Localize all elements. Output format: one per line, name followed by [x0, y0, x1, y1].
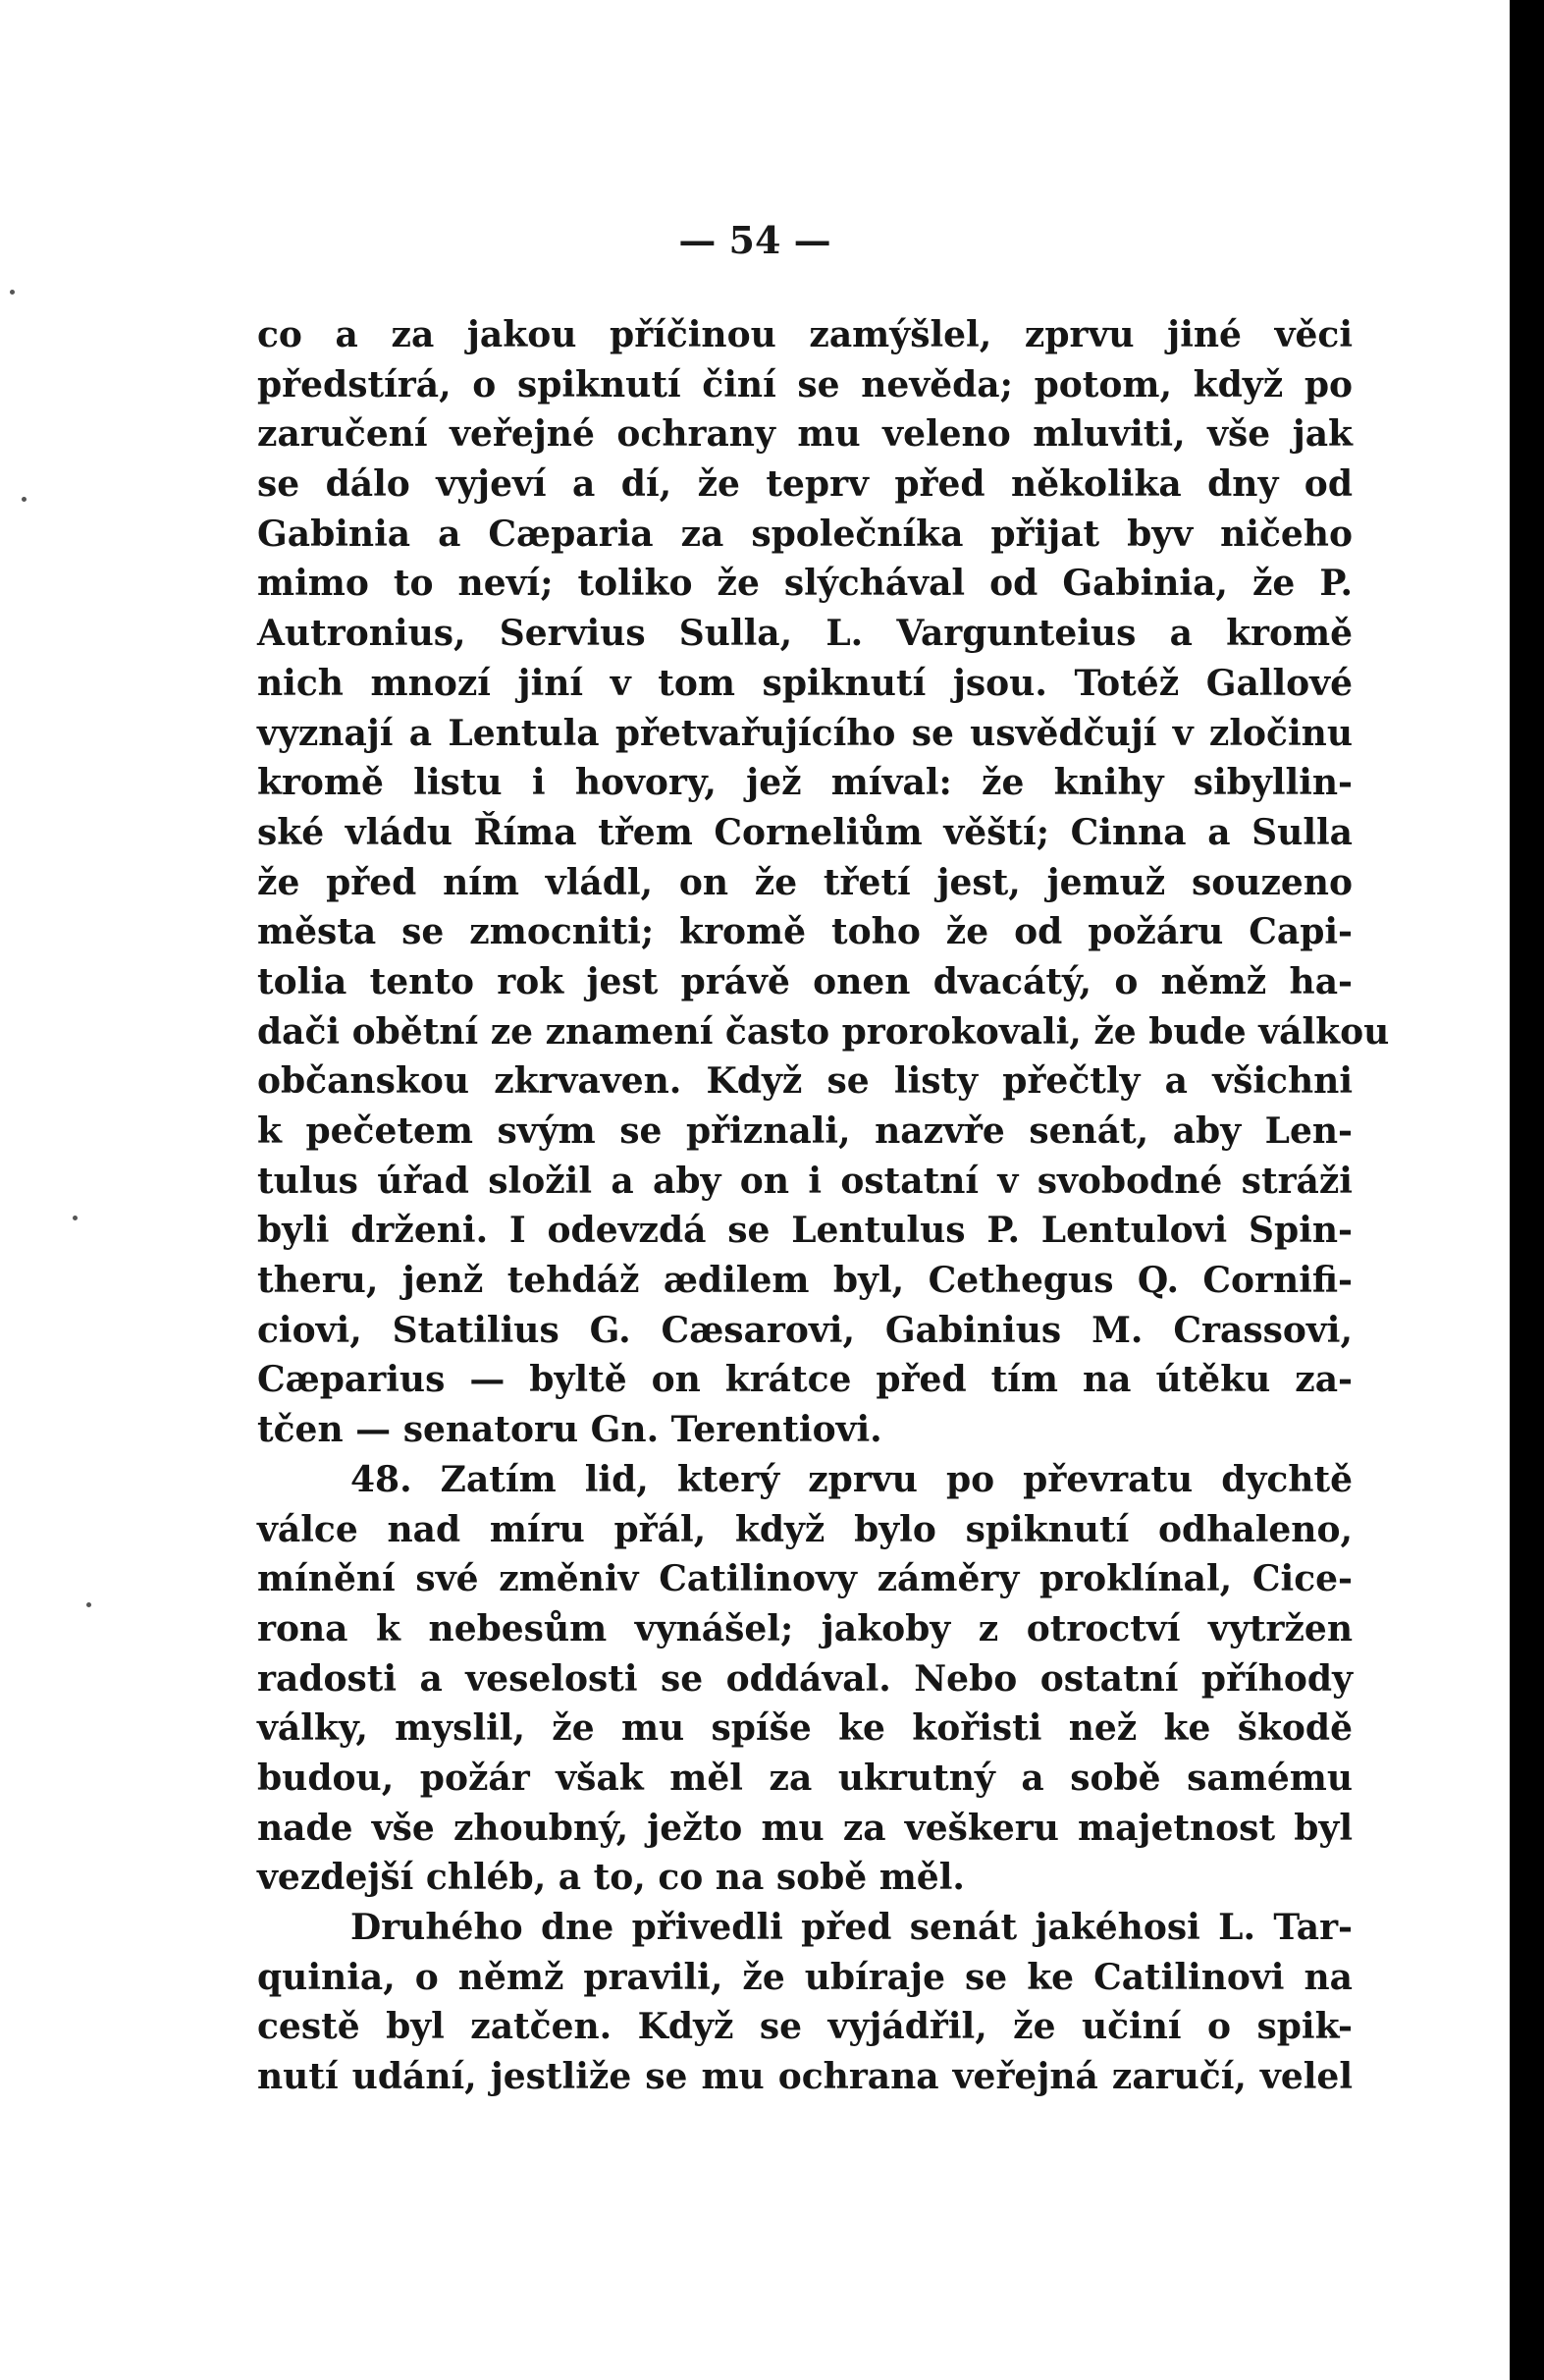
body-text [257, 310, 1390, 2102]
text-line: k pečetem svým se přiznali, nazvře senát, aby Len- [257, 1110, 1353, 1152]
scan-speck [22, 497, 27, 502]
text-line: nade vše zhoubný, ježto mu za veškeru majetnost byl [257, 1807, 1353, 1849]
text-line: nutí udání, jestliže se mu ochrana veřejná zaručí, velel [257, 2056, 1353, 2098]
text-line: nich mnozí jiní v tom spiknutí jsou. Totéž Gallové [257, 662, 1353, 704]
text-line: byli drženi. I odevzdá se Lentulus P. Lentulovi Spin- [257, 1210, 1353, 1252]
text-line: quinia, o němž pravili, že ubíraje se ke Catilinovi na [257, 1956, 1353, 1998]
text-line: války, myslil, že mu spíše ke kořisti než ke škodě [257, 1707, 1353, 1750]
text-line: rona k nebesům vynášel; jakoby z otroctví vytržen [257, 1607, 1353, 1650]
text-line: kromě listu i hovory, jež míval: že knihy sibyllin- [257, 762, 1353, 804]
text-line: co a za jakou příčinou zamýšlel, zprvu jiné věci [257, 314, 1353, 355]
text-line: tolia tento rok jest právě onen dvacátý, o němž ha- [257, 960, 1353, 1002]
text-line: že před ním vládl, on že třetí jest, jemuž souzeno [257, 861, 1353, 903]
text-line: dači obětní ze znamení často prorokovali, že bude válkou [257, 1010, 1390, 1053]
text-line: vezdejší chléb, a to, co na sobě měl. [257, 1857, 965, 1899]
scan-speck [73, 1216, 78, 1220]
text-line: zaručení veřejné ochrany mu veleno mluviti, vše jak [257, 413, 1353, 456]
text-line: ciovi, Statilius G. Cæsarovi, Gabinius M. Crassovi, [257, 1309, 1353, 1351]
page-number: — 54 — [678, 218, 831, 262]
text-line: Cæparius — byltě on krátce před tím na útěku za- [257, 1359, 1353, 1401]
scan-edge-shadow [1510, 0, 1544, 2380]
text-line: mínění své změniv Catilinovy záměry proklínal, Cice- [257, 1558, 1353, 1600]
text-line: občanskou zkrvaven. Když se listy přečtly a všichni [257, 1060, 1353, 1103]
scan-speck [10, 290, 15, 295]
text-line: válce nad míru přál, když bylo spiknutí odhaleno, [257, 1508, 1353, 1550]
text-line: theru, jenž tehdáž ædilem byl, Cethegus Q. Cornifi- [257, 1260, 1353, 1302]
text-line: Gabinia a Cæparia za společníka přijat byv ničeho [257, 513, 1353, 555]
text-line: ské vládu Říma třem Corneliům věští; Cinna a Sulla [257, 811, 1353, 853]
text-line: mimo to neví; toliko že slýchával od Gabinia, že P. [257, 563, 1353, 605]
scan-speck [86, 1602, 91, 1607]
paragraph-start-line: 48. Zatím lid, který zprvu po převratu dychtě [350, 1458, 1353, 1500]
text-line: tulus úřad složil a aby on i ostatní v svobodné stráži [257, 1160, 1353, 1202]
text-line: budou, požár však měl za ukrutný a sobě samému [257, 1757, 1353, 1799]
text-line: radosti a veselosti se oddával. Nebo ostatní příhody [257, 1657, 1353, 1700]
text-line: předstírá, o spiknutí činí se nevěda; potom, když po [257, 363, 1353, 406]
text-line: se dálo vyjeví a dí, že teprv před několika dny od [257, 463, 1353, 506]
paragraph-start-line: Druhého dne přivedli před senát jakéhosi L. Tar- [350, 1907, 1353, 1948]
text-line: cestě byl zatčen. Když se vyjádřil, že učiní o spik- [257, 2006, 1353, 2048]
text-line: města se zmocniti; kromě toho že od požáru Capi- [257, 911, 1353, 953]
text-line: vyznají a Lentula přetvařujícího se usvědčují v zločinu [257, 712, 1353, 754]
text-line: tčen — senatoru Gn. Terentiovi. [257, 1409, 882, 1451]
text-line: Autronius, Servius Sulla, L. Vargunteius a kromě [257, 613, 1353, 655]
